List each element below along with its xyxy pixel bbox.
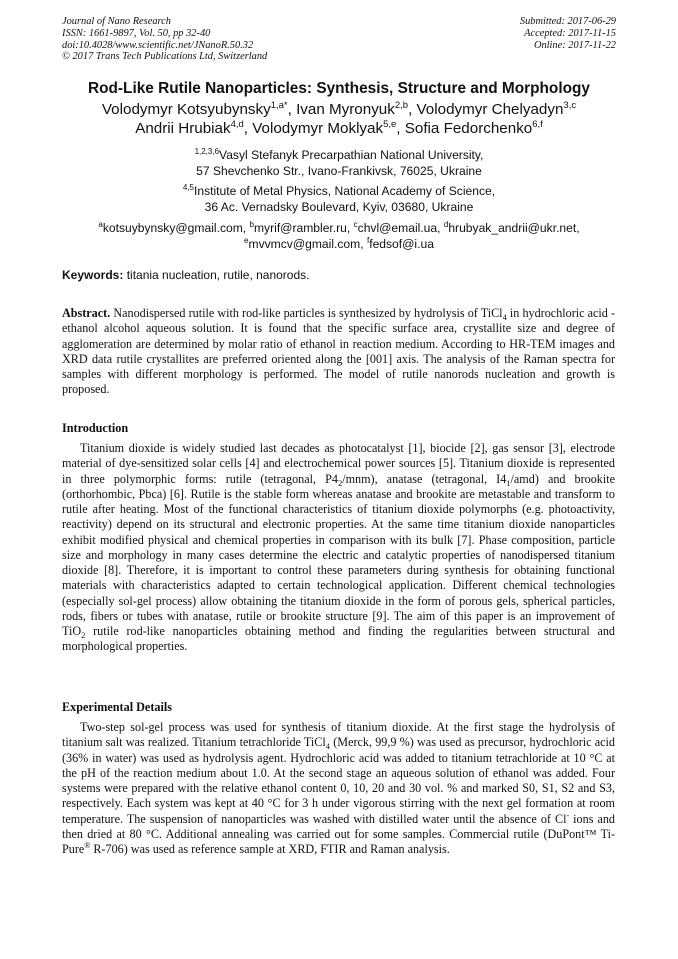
- author-sup: 4,d: [230, 119, 244, 130]
- author-name: Volodymyr Chelyadyn: [416, 101, 564, 118]
- email-link[interactable]: fedsof@i.ua: [369, 236, 434, 251]
- keywords-label: Keywords:: [62, 268, 124, 282]
- keywords: [62, 268, 310, 282]
- affiliation-1: $^{1,2,3,6}$Vasyl Stefanyk Precarpathian National University, 57 Shevchenko Str., Ivano-Frankivsk, 76025, Ukraine: [194, 147, 484, 178]
- author-name: Volodymyr Moklyak: [252, 120, 384, 137]
- author-name: Andrii Hrubiak: [135, 120, 231, 137]
- author-sup: 1,a*: [270, 100, 288, 111]
- email-list: $^a$kotsuybynsky@gmail.com, $^b$myrif@rambler.ru, $^c$chvl@email.ua, $^d$hrubyak_andrii@ukr.net, $^e$mvvmcv@gmail.com, $^f$fedsof@i.ua: [98, 220, 580, 251]
- author-sup: 3,c: [563, 100, 577, 111]
- journal-name: Journal of Nano Research: [62, 16, 171, 27]
- submitted-date: Submitted: 2017-06-29: [519, 16, 616, 27]
- email-link[interactable]: hrubyak_andrii@ukr.net: [448, 221, 577, 235]
- abstract-paragraph: Abstract. Nanodispersed rutile with rod-like particles is synthesized by hydrolysis of TiCl$_4$ in hydrochloric acid - ethanol alcohol aqueous solution. It is found that the specific surface area, crystallite size and degree of agglomeration are determined by molar ratio of ethanol in reaction medium. According to HR-TEM images and XRD data rutile crystallites are preferred oriented along the [001] axis. The analysis of the Raman spectra for samples with different morphology is performed. The model of rutile nanorods nucleation and growth is proposed.: [62, 306, 615, 397]
- paper-title: Rod-Like Rutile Nanoparticles: Synthesis, Structure and Morphology: [88, 80, 590, 97]
- introduction-paragraph: Titanium dioxide is widely studied last decades as photocatalyst [1], biocide [2], gas sensor [3], electrode material of dye-sensitized solar cells [4] and electrochemical power sources [5]. Titanium dioxide is represented in three polymorphic forms: rutile (tetragonal, $P4_2/mnm$), anatase (tetragonal, $I4_1/amd$) and brookite (orthorhombic, Pbca) [6]. Rutile is the stable form whereas anatase and brookite are metastable and transform to rutile after heating. Most of the functional characteristics of titanium dioxide polymorphs (e.g. photoactivity, reactivity) depend on its structural and electronic properties. At the same time titanium dioxide nanoparticles exhibit modified physical and chemical properties in comparison with its bulk [7]. Phase composition, particle size and morphology in many cases determine the electric and catalytic properties of nanodispersed titanium dioxide [8]. Therefore, it is important to control these parameters during synthesis for obtaining functional materials with characteristics adapted to certain technological application. Different chemical technologies (especially sol-gel process) allow obtaining the titanium dioxide in the form of porous gels, spherical particles, rods, fibers or tubes with anatase, rutile or brookite structure [9]. The aim of this paper is an improvement of TiO$_2$ rutile rod-like nanoparticles obtaining method and finding the regularities between structural and morphological properties.: [62, 441, 616, 654]
- experimental-heading: Experimental Details: [62, 700, 173, 714]
- author-name: Ivan Myronyuk: [296, 101, 395, 118]
- keywords-text: titania nucleation, rutile, nanorods.: [126, 268, 310, 282]
- journal-info: [62, 16, 267, 63]
- experimental-paragraph: Two-step sol-gel process was used for synthesis of titanium dioxide. At the first stage the hydrolysis of titanium salt was realized. Titanium tetrachloride TiCl$_4$ (Merck, 99,9 %) was used as precursor, hydrochloric acid (36% in water) was used as hydrolysis agent. Hydrochloric acid was added to titanium tetrachloride at 10 °C at the pH of the reaction medium about 1.0. At the second stage an aqueous solution of ethanol was added. Four systems were prepared with the relative ethanol content 0, 10, 20 and 30 vol. % and marked S0, S1, S2 and S3, respectively. Each system was kept at 40 °C for 3 h under vigorous stirring with the next gel formation at room temperature. The suspension of nanoparticles was washed with distilled water until the absence of Cl- ions and then dried at 80 °C. Additional annealing was carried out for some samples. Commercial rutile (DuPont™ Ti-Pure® R-706) was used as reference sample at XRD, FTIR and Raman analysis.: [62, 720, 616, 856]
- email-link[interactable]: mvvmcv@gmail.com: [248, 236, 361, 251]
- abstract-label: Abstract.: [62, 306, 111, 320]
- copyright-line: © 2017 Trans Tech Publications Ltd, Switzerland: [62, 51, 268, 63]
- doi-line: doi:10.4028/www.scientific.net/JNanoR.50.32: [62, 39, 254, 51]
- introduction-heading: Introduction: [62, 421, 129, 435]
- submission-dates: [520, 16, 616, 51]
- email-link[interactable]: chvl@email.ua: [357, 221, 438, 235]
- author-name: Sofia Fedorchenko: [404, 120, 533, 137]
- author-list: [30, 100, 648, 138]
- online-date: Online: 2017-11-22: [533, 39, 616, 51]
- author-sup: 6,f: [532, 119, 543, 130]
- issn-line: ISSN: 1661-9897, Vol. 50, pp 32-40: [62, 27, 211, 39]
- author-sup: 5,e: [383, 119, 397, 130]
- author-line-1: Volodymyr Kotsyubynsky$^{1,a*}$, Ivan Myronyuk$^{2,b}$, Volodymyr Chelyadyn$^{3,c}$: [101, 100, 577, 118]
- author-sup: 2,b: [394, 100, 409, 111]
- email-link[interactable]: kotsuybynsky@gmail.com: [102, 221, 243, 235]
- author-name: Volodymyr Kotsyubynsky: [101, 101, 271, 118]
- author-line-2: Andrii Hrubiak$^{4,d}$, Volodymyr Moklyak$^{5,e}$, Sofia Fedorchenko$^{6,f}$: [135, 119, 543, 137]
- affiliation-2: $^{4,5}$Institute of Metal Physics, National Academy of Science, 36 Ac. Vernadsky Boulevard, Kyiv, 03680, Ukraine: [182, 183, 496, 214]
- email-link[interactable]: myrif@rambler.ru: [253, 221, 347, 235]
- accepted-date: Accepted: 2017-11-15: [524, 27, 616, 39]
